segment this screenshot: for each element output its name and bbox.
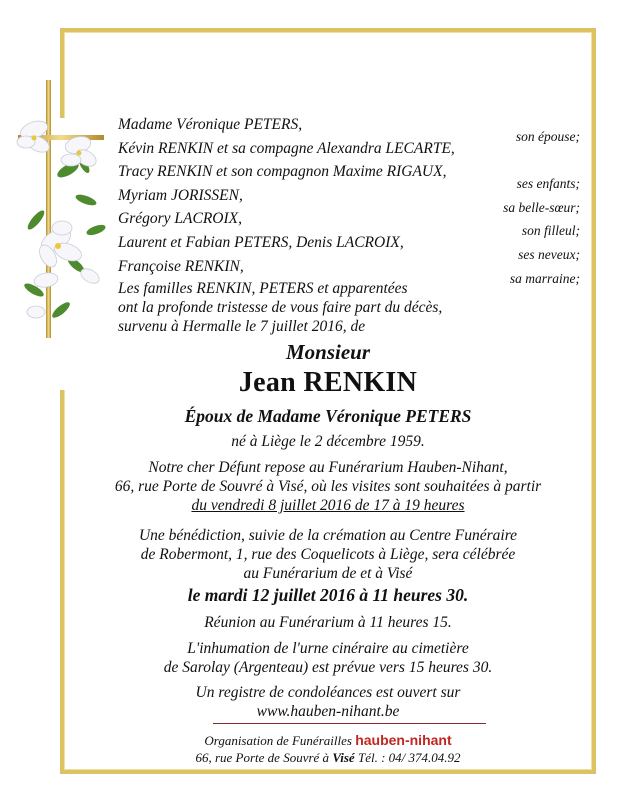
burial-line: de Sarolay (Argenteau) est prévue vers 15 heures 30. — [163, 659, 493, 676]
registry-text — [60, 683, 596, 721]
family-row — [118, 207, 590, 239]
family-name: Laurent et Fabian PETERS, Denis LACROIX, — [118, 233, 404, 251]
visitation-line: 66, rue Porte de Souvré à Visé, où les visites sont souhaitées à partir — [114, 478, 542, 495]
city-text: Visé — [332, 750, 355, 765]
family-row — [118, 231, 590, 262]
family-relation: ses neveux; — [518, 246, 580, 262]
visitation-line: Notre cher Défunt repose au Funérarium Hauben-Nihant, — [148, 459, 508, 476]
family-name: Françoise RENKIN, — [118, 257, 244, 275]
family-name: Grégory LACROIX, — [118, 210, 242, 228]
family-row — [118, 137, 590, 161]
blessing-line: au Funérarium de et à Visé — [243, 565, 413, 582]
deceased-name: Jean RENKIN — [238, 367, 418, 398]
family-relation: son filleul; — [521, 223, 580, 239]
footer-address — [60, 750, 596, 766]
family-row — [118, 184, 590, 215]
family-name: Tracy RENKIN et son compagnon Maxime RIGAUX, — [118, 163, 447, 181]
intro-line: Les familles RENKIN, PETERS et apparentées — [118, 280, 408, 298]
visitation-text — [60, 458, 596, 515]
blessing-line: Une bénédiction, suivie de la crémation au Centre Funéraire — [138, 527, 518, 544]
burial-line: L'inhumation de l'urne cinéraire au cimetière — [187, 640, 469, 657]
family-name: Madame Véronique PETERS, — [118, 116, 303, 133]
intro-line: ont la profonde tristesse de vous faire part du décès, — [118, 299, 443, 317]
registry-url[interactable]: www.hauben-nihant.be — [256, 703, 400, 720]
birth-line: né à Liège le 2 décembre 1959. — [231, 433, 425, 450]
family-relation: sa belle-sœur; — [503, 199, 580, 215]
footer-divider — [213, 723, 486, 724]
intro-line: survenu à Hermalle le 7 juillet 2016, de — [118, 318, 366, 336]
cross-with-flowers-icon — [16, 80, 116, 340]
burial-text — [60, 639, 596, 677]
gathering-line: Réunion au Funérarium à 11 heures 15. — [204, 614, 452, 631]
blessing-line: de Robermont, 1, rue des Coquelicots à Liège, sera célébrée — [140, 546, 516, 563]
visitation-hours: du vendredi 8 juillet 2016 de 17 à 19 heures — [191, 497, 465, 514]
org-label: Organisation de Funérailles — [204, 733, 352, 748]
ceremony-date: le mardi 12 juillet 2016 à 11 heures 30. — [187, 585, 469, 605]
family-row — [118, 160, 590, 192]
family-relation: ses enfants; — [516, 176, 580, 192]
address-text: 66, rue Porte de Souvré à — [195, 750, 330, 765]
family-row — [118, 113, 590, 144]
registry-line: Un registre de condoléances est ouvert sur — [195, 684, 461, 701]
spouse-line: Époux de Madame Véronique PETERS — [184, 406, 472, 426]
brand-logo: hauben-nihant — [355, 732, 452, 748]
family-name: Kévin RENKIN et sa compagne Alexandra LECARTE, — [118, 139, 455, 157]
footer-org — [60, 732, 596, 749]
blessing-text — [60, 526, 596, 583]
family-relation: son épouse; — [515, 129, 580, 144]
family-row — [118, 255, 590, 286]
family-relation: sa marraine; — [509, 270, 580, 286]
family-list — [118, 113, 590, 336]
family-name: Myriam JORISSEN, — [118, 186, 243, 204]
phone-text: Tél. : 04/ 374.04.92 — [357, 750, 461, 765]
deceased-title: Monsieur — [285, 340, 371, 364]
